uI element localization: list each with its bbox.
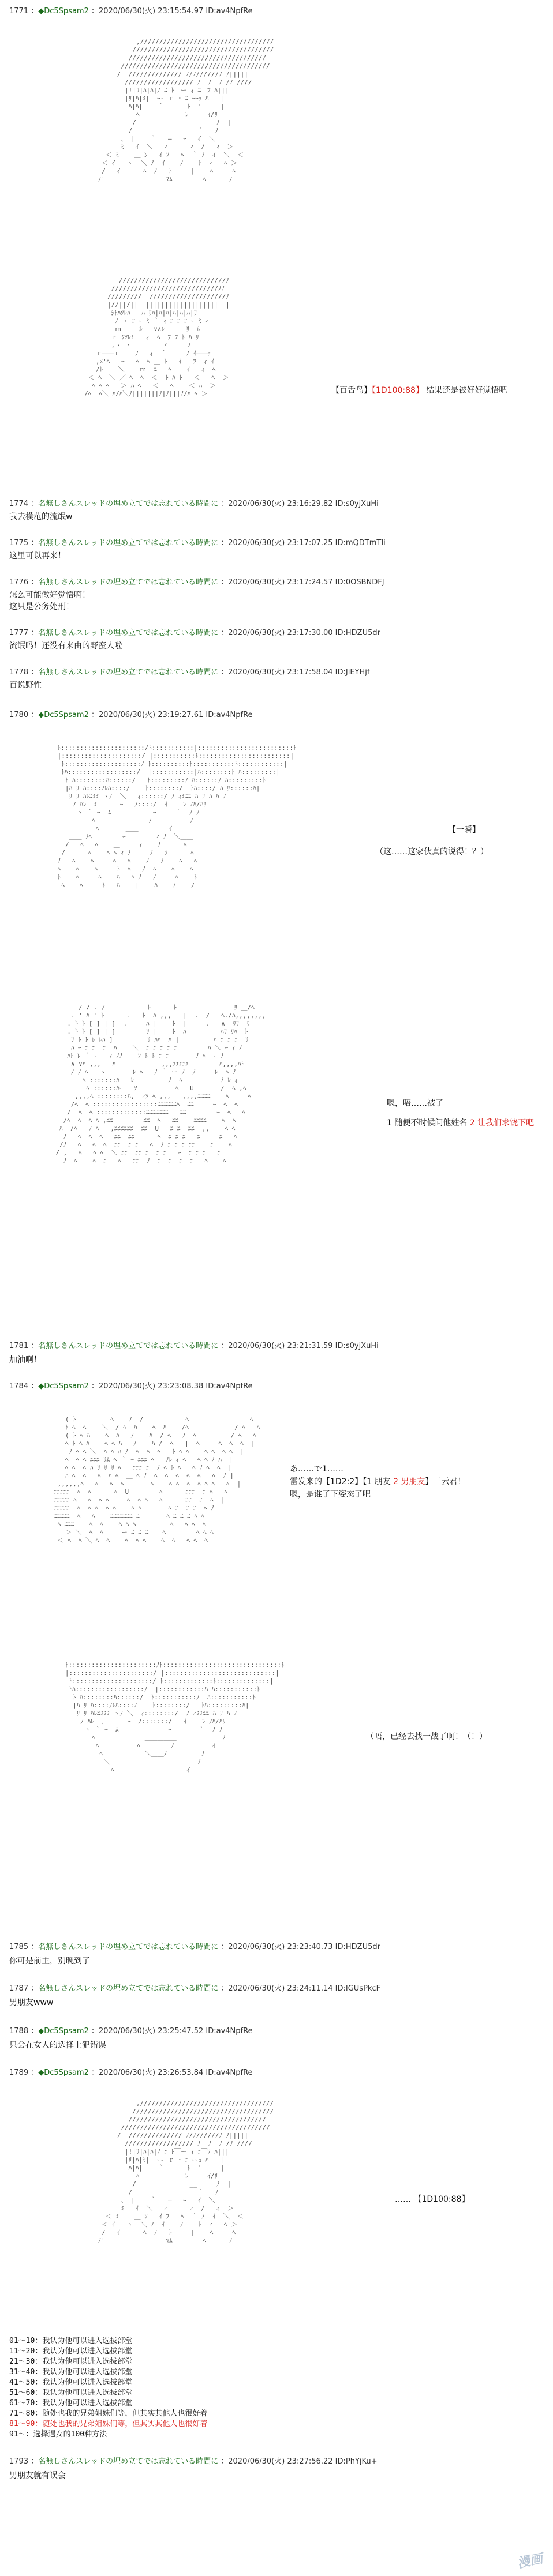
post-date: 2020/06/30(火) 23:27:56.22 [228, 2457, 333, 2466]
post-number: 1780 [9, 711, 29, 719]
post-author: ◆Dc5Spsam2 [38, 2027, 89, 2036]
post-number: 1771 [9, 7, 29, 16]
post-number: 1777 [9, 629, 29, 637]
choice-row [9, 2346, 207, 2357]
post-body-line: 加油啊！ [9, 1355, 42, 1365]
ascii-art-hat-character-2: ,/////////////////////////////////// ///////////////////////////////////// //////////////////////////////////// /////////////////////////////////////// / ////////////// ﾉ/ﾉ//////ﾉ ﾉ||||| ////////////////// ﾉ ﾉ ﾉ /ﾉ //// |!|ﾘ|ﾊ|ﾊ|ﾉ ﾆ ﾄ￣ー ｨ ﾆ￣ﾌ ﾊ||| |ﾘ|ﾊ|ﾐ| ｰ- ｒ ･ ﾆ ｰｰｭ ﾊ | ﾊ|ﾊ| ｀ ﾄ ' | ﾍ ﾚ ｲ/ﾘ / __ ﾉ | / ｀ ﾉ 、 | ｀ ― ｰ ｲ ＼ ﾐ ｲ ＼ ｨ ｨ / ｨ ＞ ＜ ﾐ ＿ ﾝ ｲ ﾌ ﾍ ｀ ﾉ ｲ ＼ ＜ ＜ ｲ ヽ ＼ ﾉ ｲ ﾉ ﾄ ｨ ﾍ ＞ / ｲ ﾍ ﾉ ﾄ | ﾍ ﾍ ﾉ' ﾏﾑ ﾍ ﾉ [98, 2100, 274, 2244]
post-body-line: 百说野性 [9, 681, 42, 690]
post-body [9, 679, 42, 691]
post-body [9, 550, 66, 562]
choice-row [9, 2357, 207, 2367]
post-author: 名無しさんスレッドの埋め立てでは忘れている時間に [38, 500, 219, 508]
dialog-block [290, 1463, 465, 1501]
post-number: 1774 [9, 500, 29, 508]
post-header: 1771 ：◆Dc5Spsam2 ：2020/06/30(火) 23:15:54.97 ID:av4NpfRe [9, 7, 253, 16]
post-header: 1788 ：◆Dc5Spsam2 ：2020/06/30(火) 23:25:47.52 ID:av4NpfRe [9, 2027, 253, 2036]
post-body [9, 2470, 66, 2481]
dice-roll: 【1D100:88】 [372, 386, 424, 395]
choice-row [9, 2367, 207, 2378]
choice-text: ：选择遇女的100种方法 [25, 2430, 107, 2439]
post-body-line: 这里可以再来！ [9, 551, 66, 561]
dialog-suffix: 结果还是被好好觉悟吧 [423, 386, 507, 395]
post-header: 1787 ：名無しさんスレッドの埋め立てでは忘れている時間に ：2020/06/30(火) 23:24:11.14 ID:IGUsPkcF [9, 1984, 381, 1993]
post-author: 名無しさんスレッドの埋め立てでは忘れている時間に [38, 578, 219, 587]
choice-text: ：我认为他可以进入选拔部堂 [35, 2357, 133, 2366]
post-header: 1785 ：名無しさんスレッドの埋め立てでは忘れている時間に ：2020/06/30(火) 23:23:40.73 ID:HDZU5dr [9, 1943, 380, 1951]
choice-row [9, 2388, 207, 2398]
post-id: ID:av4NpfRe [205, 2068, 253, 2077]
choice-range: 71～80 [9, 2409, 35, 2418]
post-header: 1778 ：名無しさんスレッドの埋め立てでは忘れている時間に ：2020/06/30(火) 23:17:58.04 ID:JiEYHjf [9, 668, 370, 677]
post-date: 2020/06/30(火) 23:17:07.25 [228, 539, 333, 547]
choice-row [9, 2336, 207, 2346]
post-number: 1775 [9, 539, 29, 547]
choice-text: ：随处也我的兄弟姐妹们等，但其实其他人也很好着 [35, 2420, 208, 2428]
post-id: ID:HDZU5dr [335, 1943, 380, 1951]
ascii-art-smiling-character: ﾄ:::::::::::::::::::::::ﾉﾄ:::::::::::::::::::::::::::::::ﾄ |::::::::::::::::::::::/ |:::::::::::::::::::::::::::::| ﾄ:::::::::::::::::::::/ ﾄ:::::::::::::ﾄ::::::::::::::| ﾄﾊ::::::::::::::::::ﾉ |::::::::::::ﾊ ﾊ:::::::::::ﾄ ﾄ ﾊ::::::::ﾊ::::::/ ﾄ:::::::::::ﾉ ﾊ:::::::::::ﾄ |ﾊ ﾘ ﾊ::::ﾉﾚﾊ::::ﾉ ﾄ::::::::/ ﾄﾊ:::::::::ﾊ| ﾘ ﾘ ﾊﾚﾆﾐﾐﾐ ヽﾉ ＼ ｨ::::::::/ ﾉ ｨﾐﾐﾆﾆ ﾊ ﾘ ﾊ ﾉ ﾉ ﾊﾚ ､ ｰ ﾉ:::::::/ ｲ ﾚ ﾉﾊ/ﾊﾘ ヽ ｀ ｰ ﾑ ｰ ｀ ﾉ ﾉ ﾍ ＿＿＿＿＿ ﾉ ﾍ ﾍ ﾉ ｲ ﾍ ＼＿＿ﾉ ﾉ ＼ ﾉ ﾍ ｲ [65, 1661, 285, 1774]
choice-range: 81～90 [9, 2420, 35, 2428]
post-body [9, 2040, 106, 2051]
post-body [9, 511, 72, 523]
dialog-text: （这……这家伙真的说得！？） [375, 847, 488, 857]
choice-row [9, 2378, 207, 2388]
choice-row [9, 2409, 207, 2419]
ascii-art-face-character: ﾄ::::::::::::::::::::::/ﾄ:::::::::::|:::::::::::::::::::::::::ﾄ |:::::::::::::::::::::/ |:::::::::::ﾄ::::::::::::::::::::::::| ﾄ::::::::::::::::::::ﾉ ﾄ::::::::::ﾄ:::::::::::ﾄ::::::::::::| ﾄﾊ::::::::::::::::::/ |:::::::::::|ﾊ::::::::ﾄ ﾊ:::::::::| ﾄ ﾊ::::::::ﾊ::::::/ ﾄ:::::::::ﾉ ﾊ::::::ﾉ ﾊ:::::::::ﾄ |ﾊ ﾘ ﾊ::::ﾉﾚﾊ::::/ ﾄ::::::::/ ﾄﾊ::::/ ﾊ ﾘ::::::ﾊ| ﾘ ﾘ ﾊﾚﾆﾐﾐ ヽﾉ ＼ ｨ::::::/ ﾉ ｨﾐﾆﾆ ﾊ ﾘ ﾊ ﾊ ﾉ ﾉ ﾊﾚ ﾐ ｰ ﾉ::::/ ｲ ﾚ ﾉﾊ/ﾊﾘ ヽ ｀ ｰ ﾑ ｰ ｀ ﾉ ﾉ ﾍ ﾉ ﾉ ﾍ ＿＿ ｲ ＿＿ ﾉﾍ ｰ ｨ ﾉ ＼＿＿ / ﾍ ﾍ ＿ ｨ ﾉ ﾍ / ﾍ ﾍ ﾍ ｨ ﾉ ﾉ ﾌ ﾍ ﾉ ﾍ ﾍ ﾍ ﾍ ﾉ ﾉ ﾍ ﾍ ﾍ ﾍ ﾍ ﾄ ﾍ ﾉ ﾍ ﾍ ﾍ ﾄ ﾍ ﾍ ﾊ ﾍ ﾉ ﾉ ﾍ ﾄ ﾍ ﾍ ﾄ ﾊ | ﾊ ﾉ ﾉ [57, 744, 297, 889]
post-date: 2020/06/30(火) 23:24:11.14 [228, 1984, 333, 1993]
post-number: 1785 [9, 1943, 29, 1951]
choice-range: 11～20 [9, 2347, 35, 2356]
post-body-line: 怎么可能做好觉悟啊！ [9, 591, 90, 600]
post-body-line: 男朋友就有误会 [9, 2471, 66, 2480]
post-id: ID:av4NpfRe [205, 7, 253, 16]
choice-text: ：我认为他可以进入选拔部堂 [35, 2368, 133, 2376]
post-date: 2020/06/30(火) 23:17:58.04 [228, 668, 333, 677]
choice-text: ：我认为他可以进入选拔部堂 [35, 2399, 133, 2408]
dialog-line [395, 2193, 469, 2205]
post-id: ID:s0yjXuHi [335, 1342, 379, 1350]
post-date: 2020/06/30(火) 23:15:54.97 [98, 7, 204, 16]
post-author: ◆Dc5Spsam2 [38, 1382, 89, 1391]
post-number: 1784 [9, 1382, 29, 1391]
post-body-line: 你可是前主，别晚到了 [9, 1957, 90, 1966]
post-author: 名無しさんスレッドの埋め立てでは忘れている時間に [38, 629, 219, 637]
ascii-art-spiky-character: ( ﾄ ﾍ ﾉ / ﾍ ﾍ ﾄ ﾍ ﾍ ＼ / ﾍ ﾊ ﾍ ﾊ /ﾍ / ﾍ ﾍ ( ﾄ ﾍ ﾊ ﾍ ﾊ ﾉ ﾊ / ﾍ ﾉ ﾍ / ﾍ ﾍ ﾍ ﾄ ﾍ ﾊ ﾍ ﾍ ﾊ ﾉ ﾊ / ﾍ | ﾍ ﾍ ﾍ ﾍ | ﾉ ﾍ ﾍ ＼ ﾍ ﾍ ﾊ ﾉ ﾍ ﾍ ﾍ ﾄ ﾍ ﾍ ﾍ ﾍ ﾍ ﾍ | ﾍ ﾍ ﾍ ﾆﾆﾆ ﾘﾑ ﾍ ｀ ｰ ﾆﾆﾆ ﾍ ﾉﾚ ｨ ﾍ ﾍ ﾍ ﾉ ﾊ | ﾍ ﾍ ﾍ ﾊ ﾘ ﾘ ﾘ ﾍ ﾆﾆﾆ ﾆ ﾉ ﾍ ﾄ ﾍ ﾍ ﾉ ﾍ ﾍ | ﾊ ﾍ ﾍ ﾍ ﾊ ﾍ ＿ ﾍ ﾉ ﾍ ﾍ ﾍ ﾍ ﾍ ﾍ ﾉ | ,,,,,,ﾍ ﾍ ﾍ ﾍ ﾍ ﾍ ﾍ ﾍ ﾍ ﾍ ﾍ ﾍ | ﾆﾆﾆﾆﾆ ﾍ ﾍ ﾍ U ﾍ ﾆﾆﾆ ﾆ ﾍ ﾍ ﾆﾆﾆﾆﾆ ﾍ ﾍ ﾍ ﾍ ＿ ﾍ ﾍ ﾍ ﾍ ﾆﾆ ﾆ ﾍ | ﾆﾆﾆﾆﾆ ﾍ ﾍ ﾍ ﾍ ﾍ ﾍ ﾍ ﾍ ﾆ ﾆ ﾆ ﾍ ﾉ ﾆﾆﾆﾆﾆ ﾍ ﾍ ﾆﾆﾆﾆﾆﾆﾆ ﾆ ﾍ ﾆ ﾆ ﾆ ﾍ ﾍ ﾍ ﾆﾆﾆ ﾍ ﾍ ﾍ ﾍ ﾍ ﾍ ﾍ ﾍ ﾍ ＞ ＼ ﾍ ﾍ ＿ ー ﾆ ﾆ ﾆ ＿ ﾍ ﾍ ﾍ ﾍ ＜ ﾍ ﾍ ＼ ﾍ ﾍ ﾍ ﾍ ﾍ ﾍ ﾍ ﾍ ﾍ ﾍ [53, 1415, 260, 1544]
choice-range: 61～70 [9, 2399, 35, 2408]
post-id: ID:s0yjXuHi [335, 500, 379, 508]
post-body-line: 男朋友www [9, 1998, 54, 2007]
choice-text: ：我认为他可以进入选拔部堂 [35, 2347, 133, 2356]
post-header: 1781 ：名無しさんスレッドの埋め立てでは忘れている時間に ：2020/06/30(火) 23:21:31.59 ID:s0yjXuHi [9, 1342, 379, 1350]
choice-text: ：我认为他可以进入选拔部堂 [35, 2389, 133, 2397]
choice-range: 91～ [9, 2430, 26, 2439]
choice-text: ：我认为他可以进入选拔部堂 [35, 2337, 133, 2345]
post-number: 1787 [9, 1984, 29, 1993]
dialog-prefix: 雷发来的【1D2:2】【1 朋友 [290, 1477, 394, 1486]
post-number: 1789 [9, 2068, 29, 2077]
post-number: 1781 [9, 1342, 29, 1350]
post-id: ID:JiEYHjf [335, 668, 370, 677]
post-number: 1776 [9, 578, 29, 587]
choice-row [9, 2419, 207, 2429]
post-header: 1789 ：◆Dc5Spsam2 ：2020/06/30(火) 23:26:53.84 ID:av4NpfRe [9, 2068, 253, 2077]
ascii-art-two-characters: / / . / ﾄ ﾄ ﾘ ＿/ﾍ . ' ﾊ ' ﾄ . ﾄ ﾊ ,,, | . / ﾍ./ﾊ,,,,,,,, . ﾄ ﾄ [ ] | ] . ﾊ | ﾄ | . ∧ ﾘﾘ ﾘ . ﾄ ﾄ [ ] | ] ﾘ | ﾄ ﾊ ﾊﾘ ﾘﾊ ﾄ ﾘ ﾄ ﾄ ﾚ ﾚﾊ ] ﾘ ﾊﾊ ﾊ | ﾊ ﾆ ﾆ ﾆ ﾘ ﾊ ｰ ﾆ ﾆ ﾆ ﾊ ＼ ﾆ ﾆ ﾆ ﾆ ﾆ ﾊ ＼ ｰ ｨ ﾉ ﾊﾄ ﾚ ｀ ｰ ｨ ﾉﾉ ﾌ ﾄ ﾄ ﾆ ﾆ ﾉ ﾍ ｰ ﾉ ∧ ∨ﾊ ,,, ﾊ ,,,ｴｴｴｴｴ ﾊ,,,,ﾊﾄ ﾉ ﾉ ﾍ ヽ ﾚ ﾍ ﾉ ｀ ー ﾉ ﾉ ﾚ ﾍ ﾉ ﾍ :::::::ﾊ ﾚ ﾉ ﾍ ﾉ ﾚ ｨ ﾍ ::::::ﾊｰ ｿ ﾍ U / ﾍ ,ﾍ ,,,,ﾍ ::::::::ﾊ, ｨｿ ﾍ ,,, ,,,,ﾆﾆﾆﾆ ﾍ ﾍ /ﾍ ﾍ :::::::::::::::::ﾆﾆﾆﾆﾆﾆﾍ ﾆﾆ ｰ ﾍ ﾍ / ﾍ ﾍ :::::::::::::ﾆﾆﾆﾆﾆﾆﾆ ﾆﾆ ｰ ﾍ ﾍ /ﾍ ﾍ ﾍ ﾍ ,ﾆﾆ ﾆﾆ ﾍ ﾆﾆ ﾆﾆﾆﾆ ﾍ ﾍ ﾊ /ﾍ ﾉ ﾍ ,ﾆﾆﾆﾆﾆﾆ ﾆﾆ U ﾆ ﾆ ﾆﾆ ,, ﾍ ﾍ ﾉ ﾍ ﾍ ﾍ ﾆﾆ ﾆﾆ ﾍ ﾆ ﾆ ﾆ ﾆ ﾆ ﾍ /ﾉ ﾍ ﾍ ﾍ ﾆﾆ ﾆ ﾆ ﾍ ﾉ ﾆ ﾆ ﾆ ﾆﾆ ﾆ ﾍ / , ﾍ ﾍ ﾍ ＼ ﾆﾆ ﾆﾆ ﾆ ﾆ ﾆ ｰ ﾆ ﾆ ﾆ ﾆ ﾉ ﾍ ﾍ ﾆ ﾍ ﾆﾆ ﾉ ﾆ ﾆ ﾆ ﾆ ﾍ ﾍ [55, 1004, 266, 1165]
choice-range: 01～10 [9, 2337, 35, 2345]
post-header: 1793 ：名無しさんスレッドの埋め立てでは忘れている時間に ：2020/06/30(火) 23:27:56.22 ID:PhYjKu+ [9, 2457, 378, 2466]
post-header: 1780 ：◆Dc5Spsam2 ：2020/06/30(火) 23:19:27.61 ID:av4NpfRe [9, 711, 253, 719]
post-body [9, 1354, 42, 1366]
post-author: 名無しさんスレッドの埋め立てでは忘れている時間に [38, 1342, 219, 1350]
post-header: 1774 ：名無しさんスレッドの埋め立てでは忘れている時間に ：2020/06/30(火) 23:16:29.82 ID:s0yjXuHi [9, 500, 379, 508]
choice-line [387, 1117, 534, 1129]
dialog-prefix: 【百舌鸟】 [331, 386, 372, 395]
choice-range: 31～40 [9, 2368, 35, 2376]
dialog-line [375, 846, 488, 857]
choice-range: 21～30 [9, 2357, 35, 2366]
post-id: ID:HDZU5dr [335, 629, 380, 637]
choice-row [9, 2429, 207, 2440]
post-date: 2020/06/30(火) 23:23:08.38 [98, 1382, 204, 1391]
post-date: 2020/06/30(火) 23:17:30.00 [228, 629, 333, 637]
dialog-line [290, 1475, 465, 1488]
post-body-line: 流氓吗！还没有来由的野蛮人啦 [9, 641, 122, 651]
site-watermark: 漫画 [516, 2551, 544, 2571]
choice-option-1: 1 随便不时候问他姓名 [387, 1118, 470, 1128]
post-date: 2020/06/30(火) 23:19:27.61 [98, 711, 204, 719]
choice-range: 41～50 [9, 2378, 35, 2387]
post-date: 2020/06/30(火) 23:25:47.52 [98, 2027, 204, 2036]
choice-text: ：我认为他可以进入选拔部堂 [35, 2378, 133, 2387]
choice-text: ：随处也我的兄弟姐妹们等，但其实其他人也很好着 [35, 2409, 208, 2418]
post-header: 1784 ：◆Dc5Spsam2 ：2020/06/30(火) 23:23:08.38 ID:av4NpfRe [9, 1382, 253, 1391]
dialog-aside-text: 【一瞬】 [448, 825, 480, 835]
post-body [9, 1955, 90, 1967]
post-author: 名無しさんスレッドの埋め立てでは忘れている時間に [38, 1943, 219, 1951]
dialog-text: 嗯，是谁了下姿态了吧 [290, 1490, 371, 1499]
dialog-block [387, 1097, 534, 1129]
post-date: 2020/06/30(火) 23:16:29.82 [228, 500, 333, 508]
post-author: ◆Dc5Spsam2 [38, 7, 89, 16]
post-author: 名無しさんスレッドの埋め立てでは忘れている時間に [38, 668, 219, 677]
post-header: 1776 ：名無しさんスレッドの埋め立てでは忘れている時間に ：2020/06/30(火) 23:17:24.57 ID:0OSBNDFJ [9, 578, 384, 587]
post-author: 名無しさんスレッドの埋め立てでは忘れている時間に [38, 2457, 219, 2466]
post-author: 名無しさんスレッドの埋め立てでは忘れている時間に [38, 539, 219, 547]
post-id: ID:mQDTmTIi [335, 539, 386, 547]
post-body-line: 我去模范的流氓w [9, 512, 73, 521]
post-body-line: 只会在女人的选择上犯错误 [9, 2041, 106, 2050]
ascii-art-hat-character: ,/////////////////////////////////// ///////////////////////////////////// //////////////////////////////////// /////////////////////////////////////// / ////////////// ﾉ/ﾉ//////ﾉ ﾉ||||| ////////////////// ﾉ ﾉ ﾉ /ﾉ //// |!|ﾘ|ﾊ|ﾊ|ﾉ ﾆ ﾄ￣ー ｨ ﾆ￣ﾌ ﾊ||| |ﾘ|ﾊ|ﾐ| ｰ- ｒ ･ ﾆ ｰｰｭ ﾊ | ﾊ|ﾊ| ｀ ﾄ ' | ﾍ ﾚ ｲ/ﾘ / __ ﾉ | / ｀ ﾉ 、 | ｀ ― ｰ ｲ ＼ ﾐ ｲ ＼ ｨ ｨ / ｨ ＞ ＜ ﾐ ＿ ﾝ ｲ ﾌ ﾍ ｀ ﾉ ｲ ＼ ＜ ＜ ｲ ヽ ＼ ﾉ ｲ ﾉ ﾄ ｨ ﾍ ＞ / ｲ ﾍ ﾉ ﾄ | ﾍ ﾍ ﾉ' ﾏﾑ ﾍ ﾉ [98, 38, 274, 183]
post-author: ◆Dc5Spsam2 [38, 711, 89, 719]
choice-option-2: 2 让我们求饶下吧 [469, 1118, 535, 1128]
ascii-art-crowd-character: ////////////////////////////ﾉ ////////////////////////////ﾉﾉ ///////// ////////////////////ﾉ |//||/|| ||||||||||||||||||| | ｼﾄﾊｿﾚﾊ ﾊ ﾘﾊ|ﾊ|ﾊ|ﾊ|ﾊ|ﾊ|ﾘ ﾉ ヽ ﾆ ｰ ﾐ ｀ ｨ ﾆ ﾆ ﾆ ｰ ﾐ ｨ ｍ ＿ ﾙ ∨∧ﾚ ＿ ﾘ ﾙ ｒ ｼｿﾚ! ｨ ﾍ ﾌ ﾌ ﾄ ﾊ ﾘ ,ヽ ヽ ヾ ﾉ ｒ―――ｒ ﾉ ｨ ｀ ﾉ ｲ―――ｭ ,ﾒ'ﾍ ｰ ﾍ ﾍ ＿ ﾄ ｲ ﾌ ｨ ｲ /ﾄ ＼ ｍ ﾆ ﾍ ｲ ｨ ﾍ ＜ ﾍ ＼ ／ ﾍ ﾍ ＜ ﾄ ﾊ ﾄ ＜ ﾍ ＞ ﾍ ﾍ ﾍ ＞ ﾊ ﾍ ＜ ﾍ ＜ ﾊ ＞ /ﾍ ﾍ＼ ﾊ/ﾊ＼ﾉ|||||||ﾉ|ﾉ|||ﾉ/ﾊ ﾍ ＞ [84, 277, 230, 397]
post-header: 1777 ：名無しさんスレッドの埋め立てでは忘れている時間に ：2020/06/30(火) 23:17:30.00 ID:HDZU5dr [9, 629, 380, 637]
post-number: 1788 [9, 2027, 29, 2036]
post-author: ◆Dc5Spsam2 [38, 2068, 89, 2077]
dialog-line [366, 1730, 487, 1742]
post-body [9, 589, 90, 613]
post-id: ID:av4NpfRe [205, 2027, 253, 2036]
dialog-suffix: 】三云君！ [425, 1477, 466, 1486]
post-id: ID:PhYjKu+ [335, 2457, 378, 2466]
post-date: 2020/06/30(火) 23:17:24.57 [228, 578, 333, 587]
post-header: 1775 ：名無しさんスレッドの埋め立てでは忘れている時間に ：2020/06/30(火) 23:17:07.25 ID:mQDTmTIi [9, 539, 386, 547]
post-body-line: 这只是公务处刑！ [9, 602, 74, 611]
post-number: 1793 [9, 2457, 29, 2466]
dialog-text: 嗯，唔……被了 [387, 1099, 443, 1108]
dice-roll: …… 【1D100:88】 [395, 2195, 470, 2204]
post-date: 2020/06/30(火) 23:23:40.73 [228, 1943, 333, 1951]
post-id: ID:0OSBNDFJ [335, 578, 384, 587]
post-number: 1778 [9, 668, 29, 677]
dialog-line [331, 384, 507, 396]
post-id: ID:av4NpfRe [205, 711, 253, 719]
post-id: ID:av4NpfRe [205, 1382, 253, 1391]
post-body [9, 640, 122, 652]
post-id: ID:IGUsPkcF [335, 1984, 381, 1993]
dialog-aside [448, 824, 480, 835]
post-author: 名無しさんスレッドの埋め立てでは忘れている時間に [38, 1984, 219, 1993]
post-date: 2020/06/30(火) 23:21:31.59 [228, 1342, 333, 1350]
choice-range: 51～60 [9, 2389, 35, 2397]
choice-list [9, 2336, 207, 2440]
dialog-text: あ……で1…… [290, 1465, 343, 1474]
dialog-text: （唔，已经去找一战了啊！（！） [366, 1732, 487, 1741]
choice-row [9, 2398, 207, 2409]
post-date: 2020/06/30(火) 23:26:53.84 [98, 2068, 204, 2077]
dice-result: 2 男朋友 [393, 1477, 425, 1486]
post-body [9, 1997, 53, 2008]
